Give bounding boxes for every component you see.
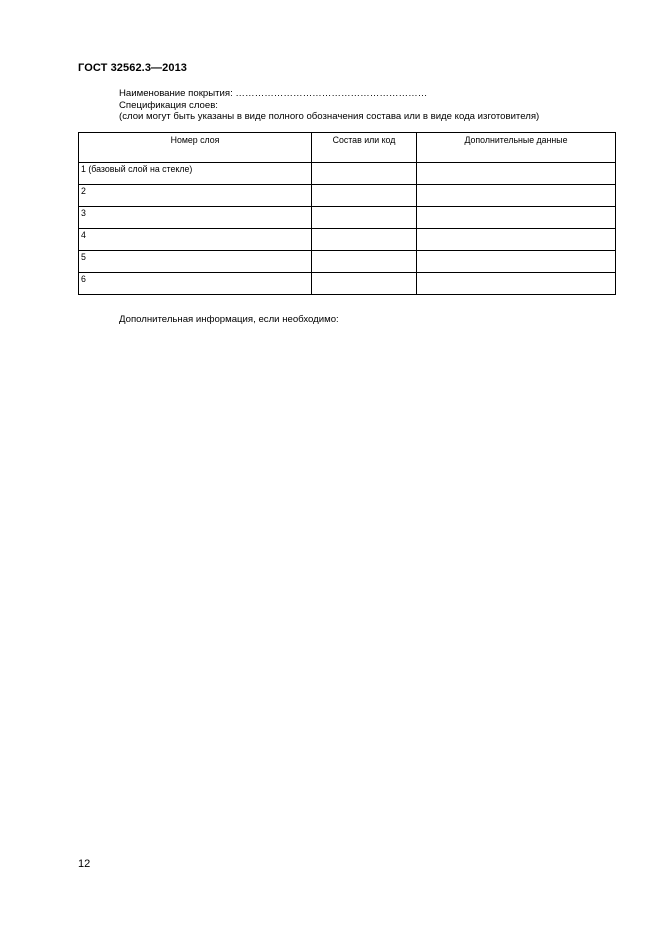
layer-spec-note: (слои могут быть указаны в виде полного обозначения состава или в виде кода изготовителя)	[119, 111, 540, 122]
table-row	[79, 273, 616, 295]
header-composition-code: Состав или код	[312, 133, 417, 163]
header-layer-number: Номер слоя	[79, 133, 312, 163]
standard-designation: ГОСТ 32562.3—2013	[78, 62, 188, 74]
additional-data-cell	[417, 185, 616, 207]
table-row	[79, 163, 616, 185]
layer-number-cell: 1 (базовый слой на стекле)	[79, 163, 312, 185]
composition-cell	[312, 251, 417, 273]
table-row	[79, 229, 616, 251]
additional-data-cell	[417, 207, 616, 229]
table-row	[79, 251, 616, 273]
layer-number-cell: 5	[79, 251, 312, 273]
coating-name-line: Наименование покрытия: ……………………………………………………	[119, 88, 428, 99]
composition-cell	[312, 207, 417, 229]
additional-data-cell	[417, 251, 616, 273]
additional-data-cell	[417, 163, 616, 185]
table-row	[79, 185, 616, 207]
table-row	[79, 207, 616, 229]
composition-cell	[312, 229, 417, 251]
additional-data-cell	[417, 273, 616, 295]
layer-number-cell: 3	[79, 207, 312, 229]
layer-number-cell: 2	[79, 185, 312, 207]
composition-cell	[312, 273, 417, 295]
additional-info-text: Дополнительная информация, если необходимо:	[119, 314, 339, 325]
additional-data-cell	[417, 229, 616, 251]
layer-number-cell: 4	[79, 229, 312, 251]
layer-number-cell: 6	[79, 273, 312, 295]
table-header-row	[79, 133, 616, 163]
composition-cell	[312, 163, 417, 185]
layers-table	[78, 132, 616, 295]
header-additional-data: Дополнительные данные	[417, 133, 616, 163]
intro-block	[119, 88, 539, 123]
composition-cell	[312, 185, 417, 207]
page-number: 12	[78, 858, 91, 870]
layer-spec-title: Спецификация слоев:	[119, 99, 218, 111]
